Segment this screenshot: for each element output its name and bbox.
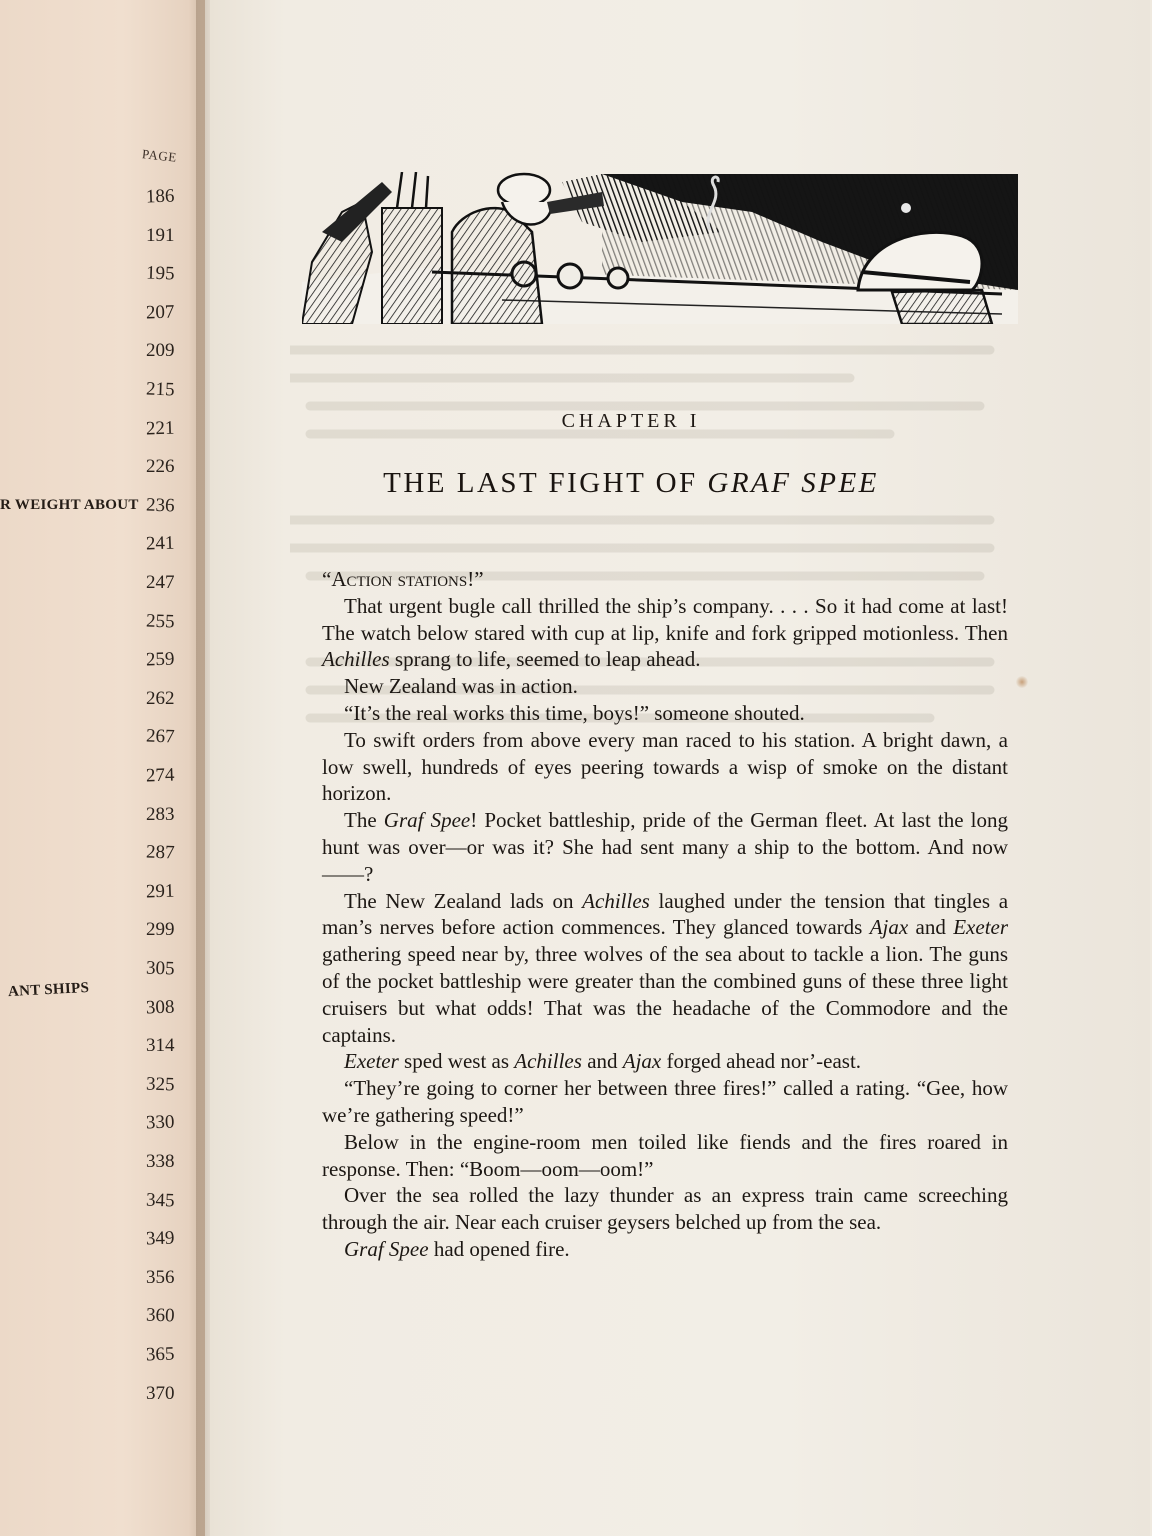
contents-page-number: 349 <box>145 1227 175 1250</box>
contents-page-number: 308 <box>145 996 175 1019</box>
contents-page-number: 262 <box>146 687 175 709</box>
chapter-number: CHAPTER I <box>561 410 701 432</box>
paragraph: That urgent bugle call thrilled the ship’s company. . . . So it had come at last! The watch below stared with cup at lip, knife and fork gripped motionless. Then Achilles sprang to life, seemed to leap ahead. <box>322 593 1008 672</box>
contents-page-number: 345 <box>145 1189 175 1212</box>
contents-page-number: 195 <box>145 262 175 285</box>
paragraph: “Action stations!” <box>322 567 484 591</box>
paragraph: To swift orders from above every man raced to his station. A bright dawn, a low swell, hundreds of eyes peering towards a wisp of smoke on the distant horizon. <box>322 727 1008 806</box>
contents-entry-fragment: ANT SHIPS <box>7 979 90 1001</box>
contents-page-number: 299 <box>146 919 175 941</box>
paragraph: “It’s the real works this time, boys!” someone shouted. <box>344 700 805 725</box>
paragraph: Over the sea rolled the lazy thunder as an express train came screeching through the air. Near each cruiser geysers belched up from the sea. <box>322 1183 1008 1235</box>
contents-page-number: 283 <box>146 803 175 825</box>
contents-page-number: 325 <box>145 1073 175 1096</box>
contents-page-number: 365 <box>145 1343 175 1366</box>
contents-page-number: 338 <box>146 1151 175 1172</box>
contents-page-number: 360 <box>145 1304 175 1327</box>
paragraph: “They’re going to corner her between three fires!” called a rating. “Gee, how we’re gathering speed!” <box>322 1076 1008 1127</box>
contents-page-number: 330 <box>145 1111 175 1134</box>
paragraph: Graf Spee had opened fire. <box>344 1236 570 1261</box>
contents-page-number: 314 <box>146 1035 175 1057</box>
contents-page-number: 267 <box>145 725 175 748</box>
contents-page-number: 209 <box>146 340 175 362</box>
contents-page-number: 207 <box>145 301 175 324</box>
contents-page-number: 221 <box>145 417 175 440</box>
contents-page-number: 241 <box>145 532 175 555</box>
contents-page-number: 215 <box>145 378 175 401</box>
contents-page-number: 255 <box>145 610 175 633</box>
left-page <box>0 0 205 1536</box>
contents-page-number: 287 <box>145 841 175 864</box>
paragraph: The Graf Spee! Pocket battleship, pride of the German fleet. At last the long hunt was over—or was it? She had sent many a ship to the bottom. And now——? <box>322 808 1009 886</box>
contents-page-number: 305 <box>145 957 175 980</box>
chapter-body <box>322 566 1008 1263</box>
contents-page-number: 226 <box>146 456 175 478</box>
paper-stain <box>1016 676 1028 688</box>
contents-page-number: 274 <box>145 764 175 787</box>
paragraph: The New Zealand lads on Achilles laughed under the tension that tingles a man’s nerves before action commences. They glanced towards Ajax and Exeter gathering speed near by, three wolves of the sea about to tackle a lion. The guns of the pocket battleship were greater than the combined guns of these three light cruisers but what odds! That was the headache of the Commodore and the captains. <box>322 888 1009 1047</box>
contents-page-number: 291 <box>145 880 175 903</box>
chapter-illustration <box>302 172 1018 324</box>
contents-page-number: 236 <box>145 494 175 517</box>
paragraph: Exeter sped west as Achilles and Ajax forged ahead nor’-east. <box>344 1049 862 1074</box>
contents-page-number: 247 <box>146 572 175 593</box>
chapter-title: THE LAST FIGHT OF GRAF SPEE <box>383 467 879 499</box>
contents-page-number: 259 <box>145 648 175 671</box>
contents-page-number: 186 <box>145 185 175 208</box>
contents-page-number: 191 <box>146 224 175 246</box>
paragraph: Below in the engine-room men toiled like fiends and the fires roared in response. Then: “Boom—oom—oom!” <box>322 1129 1008 1181</box>
contents-entry-fragment: R WEIGHT ABOUT <box>0 497 139 513</box>
contents-page-number: 370 <box>146 1382 175 1404</box>
contents-page-number: 356 <box>146 1266 175 1288</box>
contents-page-label: PAGE <box>141 146 178 165</box>
paragraph: New Zealand was in action. <box>344 674 578 699</box>
